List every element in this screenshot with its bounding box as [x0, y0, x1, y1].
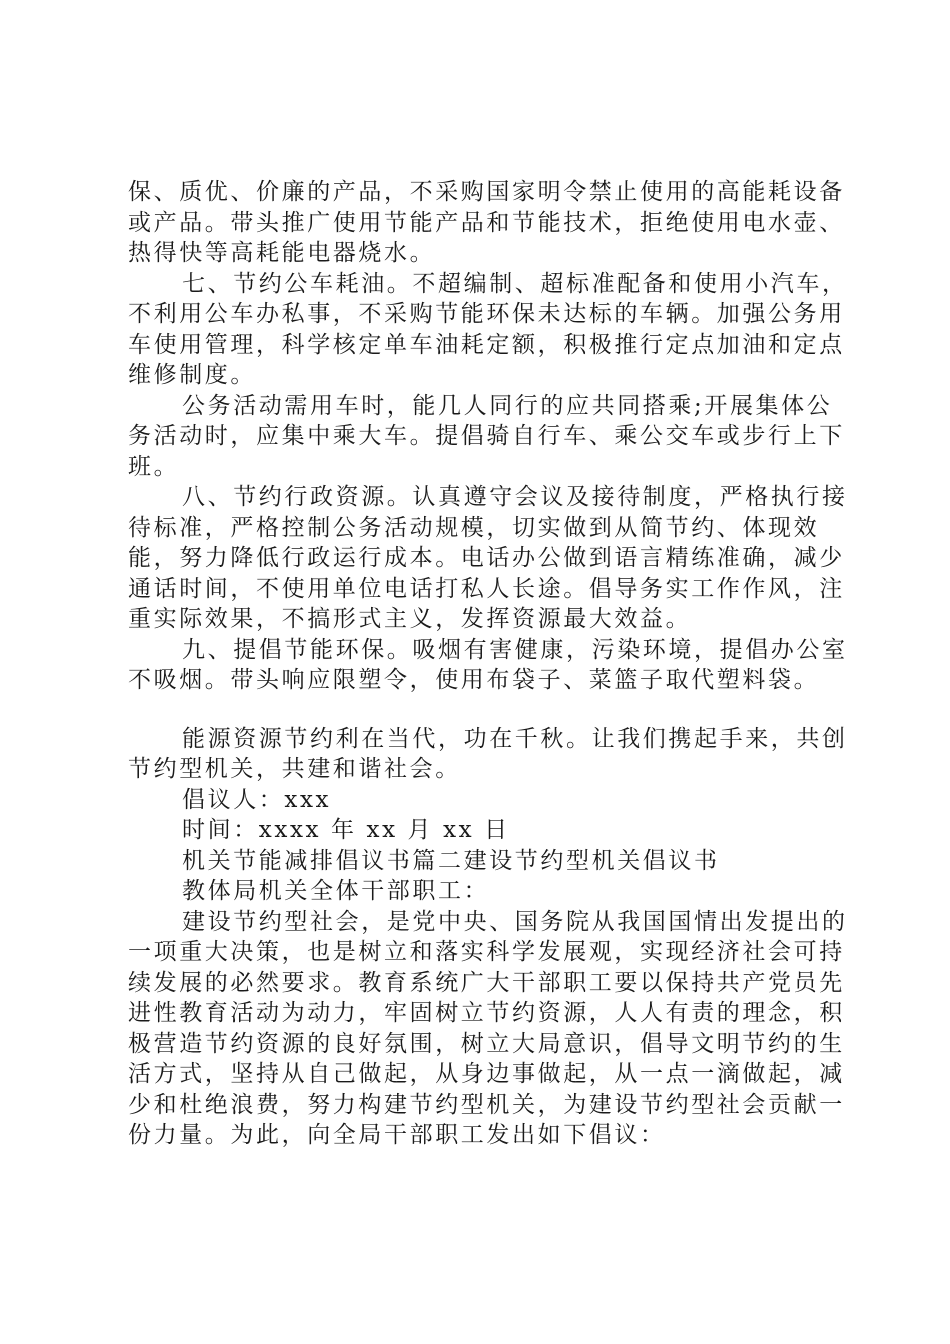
salutation: 教体局机关全体干部职工：	[182, 878, 490, 904]
paragraph-gap	[128, 696, 848, 724]
paragraph-top-4: 九、提倡节能环保。吸烟有害健康，污染环境，提倡办公室不吸烟。带头响应限塑令，使用布袋子、菜篮子取代塑料袋。	[128, 636, 848, 693]
paragraph-top-2: 公务活动需用车时，能几人同行的应共同搭乘;开展集体公务活动时，应集中乘大车。提倡骑自行车、乘公交车或步行上下班。	[128, 392, 845, 480]
paragraph-body: 建设节约型社会，是党中央、国务院从我国国情出发提出的一项重大决策，也是树立和落实科学发展观，实现经济社会可持续发展的必然要求。教育系统广大干部职工要以保持共产党员先进性教育活动为动力，牢固树立节约资源，人人有责的理念，积极营造节约资源的良好氛围，树立大局意识，倡导文明节约的生活方式，坚持从自己做起，从身边事做起，从一点一滴做起，减少和杜绝浪费，努力构建节约型机关，为建设节约型社会贡献一份力量。为此，向全局干部职工发出如下倡议：	[128, 908, 848, 1148]
date-line: 时间：xxxx 年 xx 月 xx 日	[182, 817, 510, 843]
paragraph-top-3: 八、节约行政资源。认真遵守会议及接待制度，严格执行接待标准，严格控制公务活动规模，切实做到从简节约、体现效能，努力降低行政运行成本。电话办公做到语言精练准确，减少通话时间，不使用单位电话打私人长途。倡导务实工作作风，注重实际效果，不搞形式主义，发挥资源最大效益。	[128, 484, 848, 632]
paragraph-top-1: 七、节约公车耗油。不超编制、超标准配备和使用小汽车，不利用公车办私事，不采购节能环保未达标的车辆。加强公务用车使用管理，科学核定单车油耗定额，积极推行定点加油和定点维修制度。	[128, 270, 848, 388]
document-body	[128, 177, 848, 1151]
paragraph-top-0: 保、质优、价廉的产品，不采购国家明令禁止使用的高能耗设备或产品。带头推广使用节能产品和节能技术，拒绝使用电水壶、热得快等高耗能电器烧水。	[128, 179, 845, 266]
paragraph-closing: 能源资源节约利在当代，功在千秋。让我们携起手来，共创节约型机关，共建和谐社会。	[128, 725, 848, 782]
section-title: 机关节能减排倡议书篇二建设节约型机关倡议书	[182, 847, 720, 874]
signatory-line: 倡议人：xxx	[182, 786, 332, 813]
